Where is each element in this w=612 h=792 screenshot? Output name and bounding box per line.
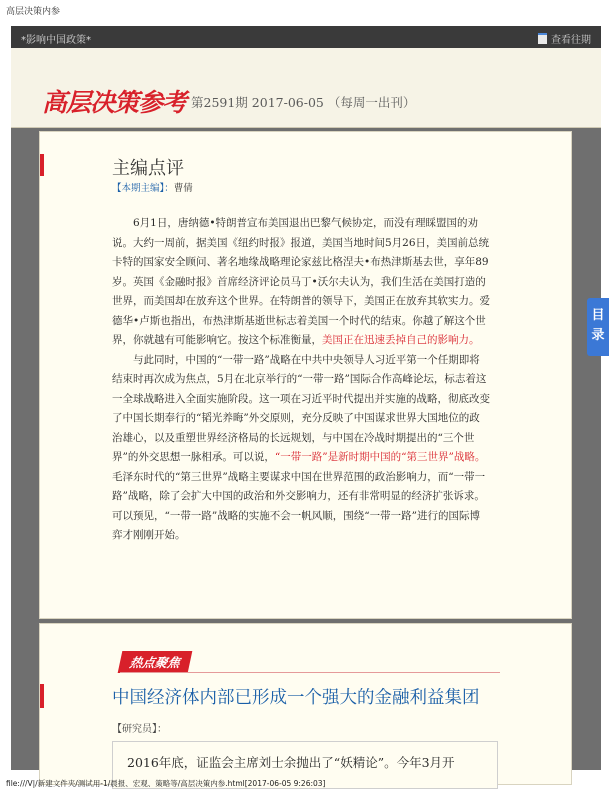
masthead xyxy=(11,48,601,128)
editor-line xyxy=(112,180,193,194)
issue-info: 第2591期 2017-06-05 （每周一出刊） xyxy=(191,95,416,110)
hot-topics-card xyxy=(39,623,572,785)
page-container xyxy=(11,26,605,770)
highlight-text: “一带一路”是新时期中国的“第三世界”战略。 xyxy=(274,451,486,463)
article-excerpt: 2016年底，证监会主席刘士余抛出了“妖精论”。今年3月开 xyxy=(127,755,455,770)
divider xyxy=(120,672,500,673)
brand-tagline: *影响中国政策* xyxy=(21,35,91,46)
researcher-label: 【研究员】： xyxy=(112,724,167,735)
print-footer: file:///V|/新建文件夹/测试用-1/晨报、宏观、策略等/高层决策内参.html[2017-06-05 9:26:03] xyxy=(6,779,326,788)
print-header-title: 高层决策内参 xyxy=(6,7,61,17)
calendar-icon xyxy=(538,33,547,44)
editorial-card xyxy=(39,131,572,619)
hot-topics-label: 热点聚焦 xyxy=(118,651,193,673)
section-marker xyxy=(40,154,44,176)
article-title[interactable]: 中国经济体内部已形成一个强大的金融利益集团 xyxy=(112,688,480,708)
editor-tag: 【本期主编】： xyxy=(112,183,174,194)
past-issues-link[interactable] xyxy=(538,31,591,46)
toc-label-line2: 录 xyxy=(591,328,605,343)
past-issues-label: 查看往期 xyxy=(551,35,591,46)
top-bar xyxy=(11,26,601,48)
section-title: 主编点评 xyxy=(112,158,184,179)
paragraph-1: 6月1日，唐纳德•特朗普宣布美国退出巴黎气候协定，而没有理睬盟国的劝说。大约一周前，据美国《纽约时报》报道，美国当地时间5月26日，美国前总统卡特的国家安全顾问、著名地缘战略理论家兹比格涅夫•布热津斯基去世，享年89岁。英国《金融时报》首席经济评论员马丁•沃尔夫认为，我们生活在美国打造的世界，而美国却在放弃这个世界。在特朗普的领导下，美国正在放弃其软实力。爱德华•卢斯也指出，布热津斯基逝世标志着美国一个时代的结束。你越了解这个世界，你就越有可能影响它。按这个标准衡量，美国正在迅速丢掉自己的影响力。 xyxy=(112,217,490,346)
editorial-body xyxy=(112,214,490,546)
toc-label-line1: 目 xyxy=(591,308,605,323)
paragraph-2: 与此同时，中国的“一带一路”战略在中共中央领导人习近平第一个任期即将结束时再次成为焦点，5月在北京举行的“一带一路”国际合作高峰论坛，标志着这一全球战略进入全面实施阶段。这一项在习近平时代提出并实施的战略，彻底改变了中国长期奉行的“韬光养晦”外交原则，充分反映了中国谋求世界大国地位的政治雄心，以及重塑世界经济格局的长远规划，与中国在冷战时期提出的“三个世界”的外交思想一脉相承。可以说，“一带一路”是新时期中国的“第三世界”战略。毛泽东时代的“第三世界”战略主要谋求中国在世界范围的政治影响力，而“一带一路”战略，除了会扩大中国的政治和外交影响力，还有非常明显的经济扩张诉求。可以预见，“一带一路”战略的实施不会一帆风顺，围绕“一带一路”进行的国际博弈才刚刚开始。 xyxy=(112,353,490,541)
section-marker xyxy=(40,684,44,708)
editor-name: 曹倩 xyxy=(173,183,193,194)
toc-button[interactable] xyxy=(587,298,609,356)
highlight-text: 美国正在迅速丢掉自己的影响力。 xyxy=(322,334,480,346)
logo: 高层决策参考 xyxy=(42,88,187,117)
